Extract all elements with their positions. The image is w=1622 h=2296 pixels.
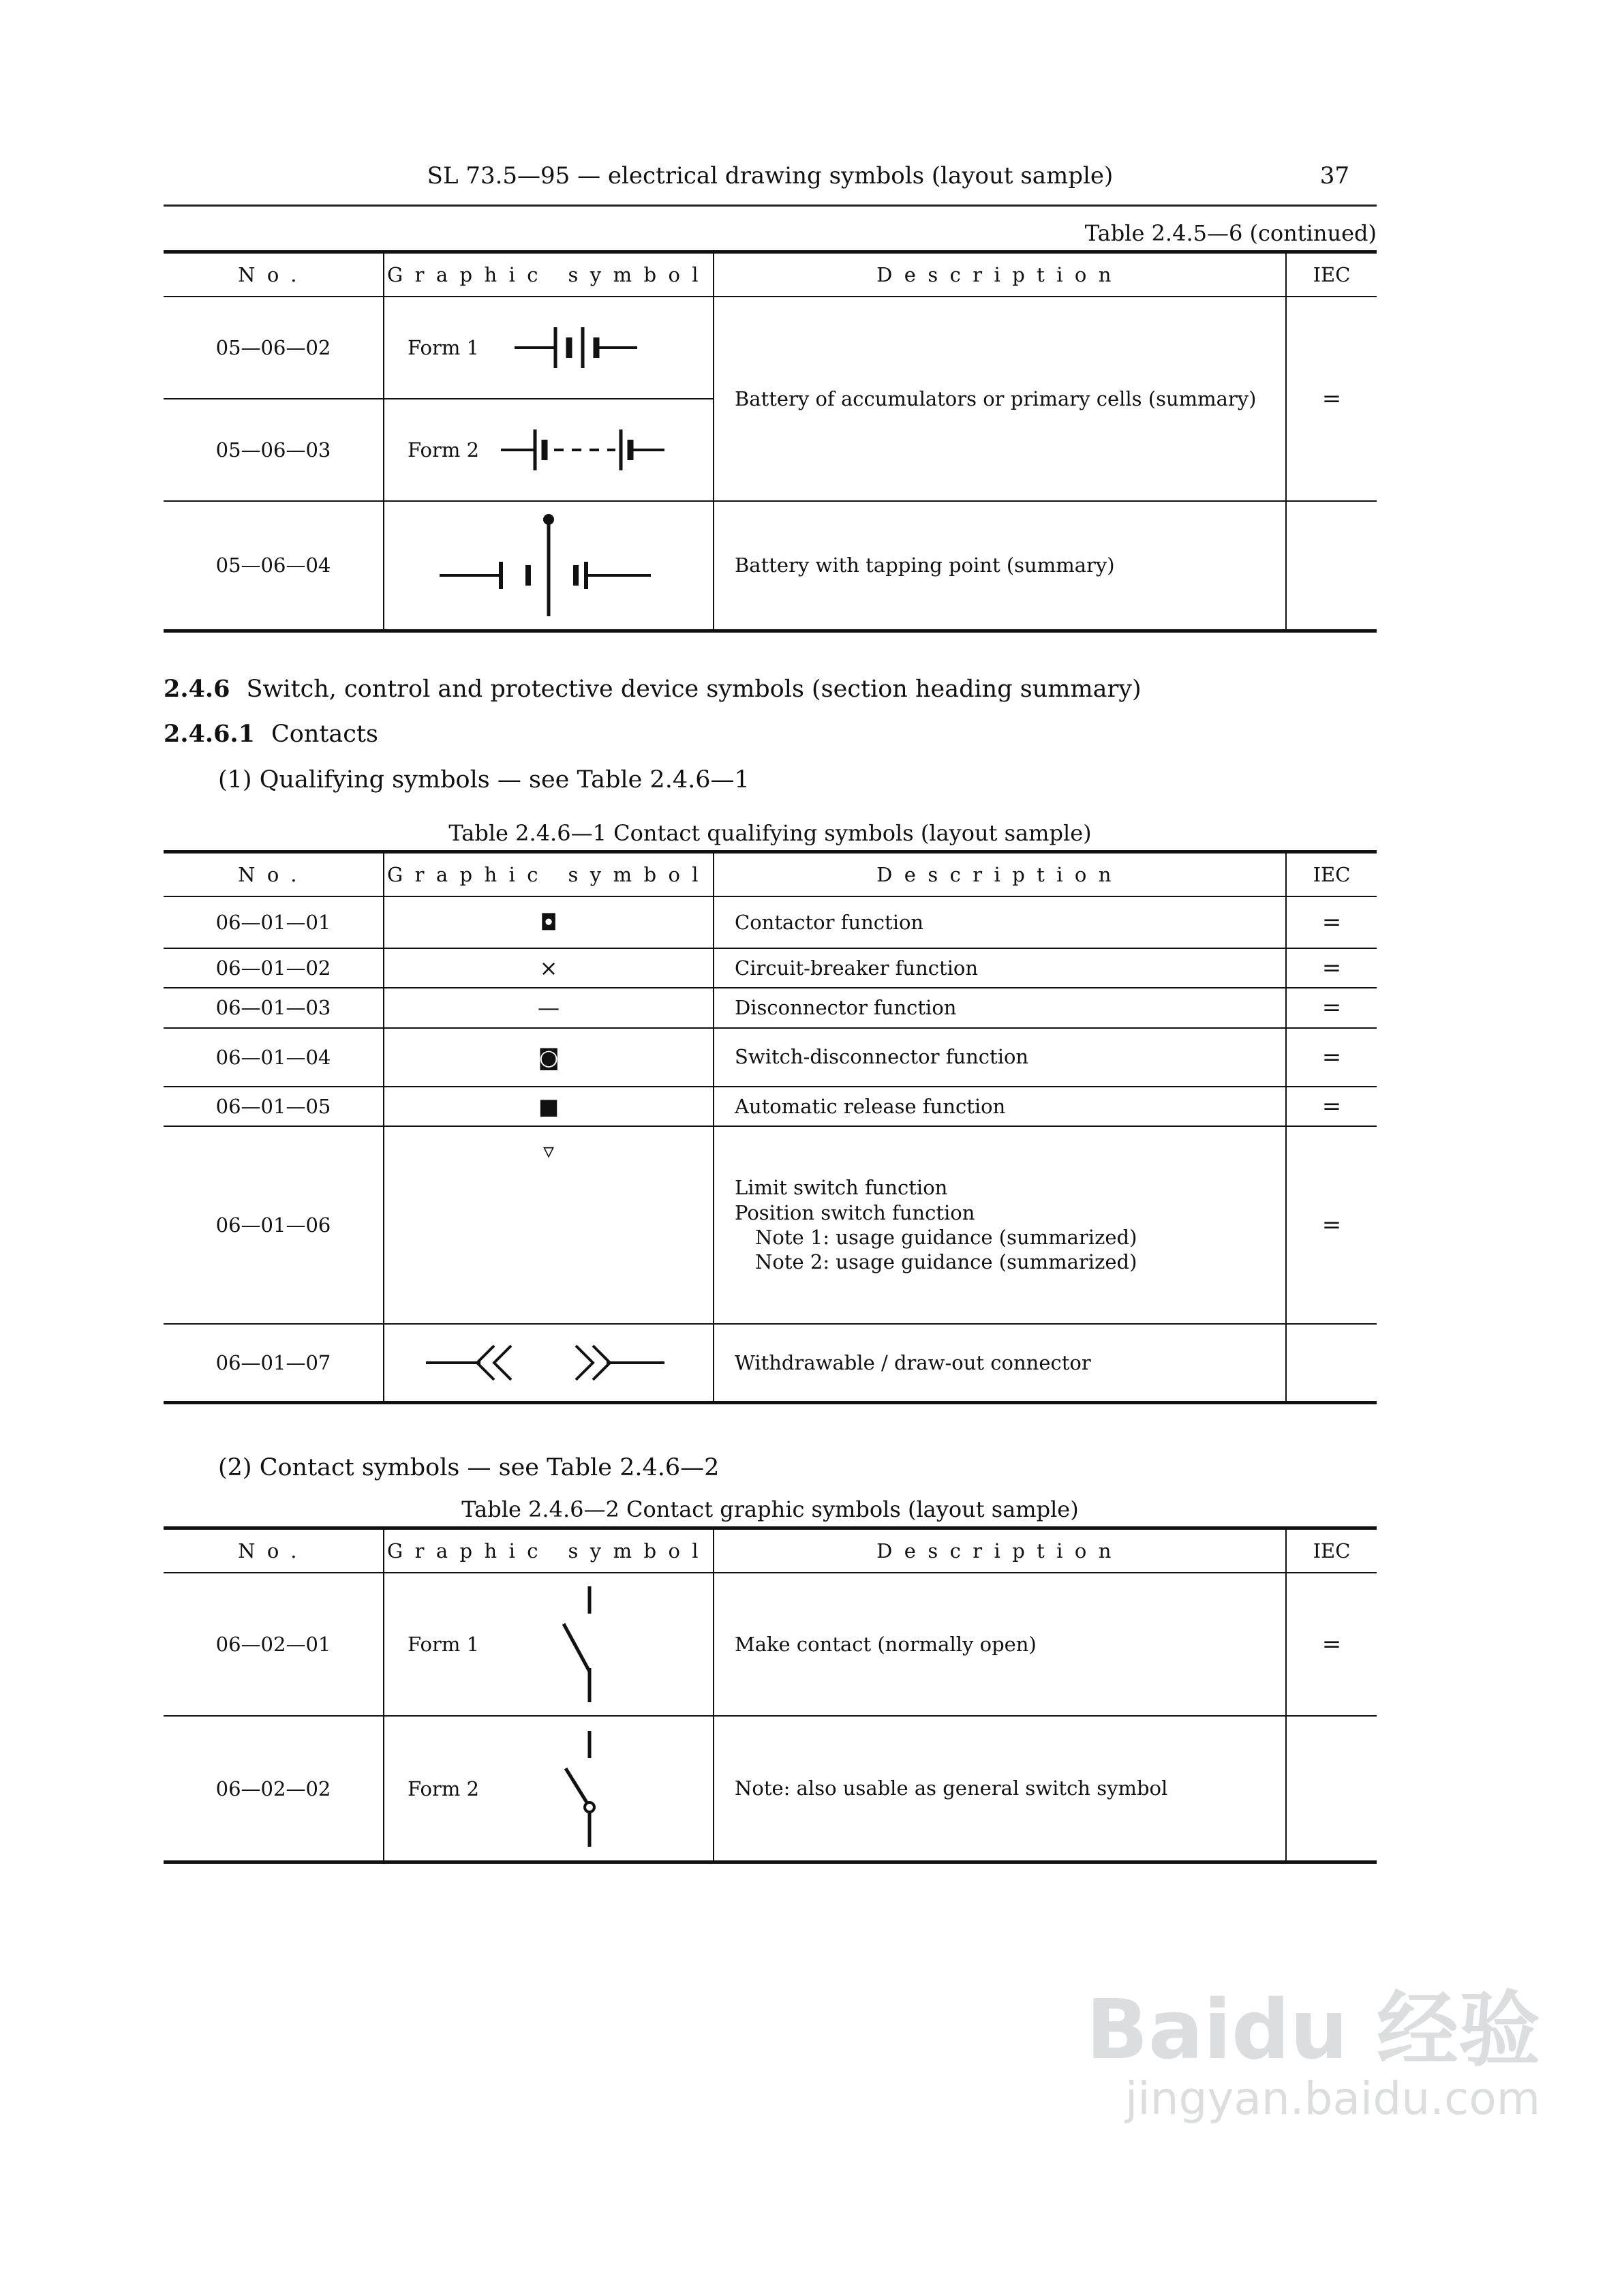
page-number: 37 [1319,162,1349,190]
row-number: 06—01—06 [164,1126,384,1324]
col-header-symbol: Graphic symbol [384,252,714,297]
section-text: Switch, control and protective device symbols (section heading summary) [246,675,1142,703]
make-contact-form2-symbol [555,1727,610,1850]
drawout-connector-symbol [426,1339,671,1387]
row-description: Make contact (normally open) [714,1573,1286,1716]
note-1: Note 1: usage guidance (summarized) [755,1225,1137,1249]
row-description: Disconnector function [714,988,1286,1027]
form-label: Form 2 [408,438,480,462]
subsection-number: 2.4.6.1 [164,720,255,748]
row-number: 06—02—02 [164,1716,384,1862]
table-caption: Table 2.4.6—1 Contact qualifying symbols (layout sample) [448,820,1092,846]
row-number: 06—01—04 [164,1028,384,1087]
table-row [164,896,1377,948]
row-number: 05—06—04 [164,501,384,631]
row-number: 06—01—07 [164,1324,384,1403]
row-number: 05—06—02 [215,336,331,359]
symbol-cell [384,399,714,501]
symbol-cell [384,1573,714,1716]
col-header-no: No. [164,252,384,297]
col-header-symbol: Graphic symbol [384,1528,714,1573]
switch-disconnector-symbol: ◙ [384,1028,714,1087]
paragraph-2: (2) Contact symbols — see Table 2.4.6—2 [218,1454,720,1482]
table-row [164,501,1377,631]
col-header-desc: Description [714,852,1286,897]
watermark-brand: Baidu 经验 [1086,1982,1540,2078]
subsection-heading [164,712,1377,757]
symbol-cell [384,501,714,631]
paragraph-2-block [164,1445,1377,1491]
table-row [164,1324,1377,1403]
qualifying-symbol-table [164,850,1377,1404]
row-number: 06—01—01 [215,911,331,934]
note-2: Note 2: usage guidance (summarized) [755,1250,1137,1273]
row-number: 06—01—02 [164,948,384,988]
col-header-iec: IEC [1286,252,1377,297]
battery-form2-symbol [501,416,664,484]
iec-mark: = [1286,1573,1377,1716]
symbol-cell [384,297,714,399]
desc-line: Limit switch function [735,1176,948,1200]
document-page [164,157,1377,1864]
table-row [164,1573,1377,1716]
row-number: 06—02—01 [215,1632,331,1656]
row-number: 06—01—05 [164,1087,384,1126]
running-header [164,157,1377,207]
section-heading [164,667,1377,712]
limit-switch-symbol: ▿ [384,1126,714,1324]
battery-description [714,297,1286,501]
iec-mark [1286,1324,1377,1403]
desc-line: Position switch function [735,1200,975,1224]
table-row [164,988,1377,1027]
iec-mark: = [1286,1126,1377,1324]
row-number: 05—06—03 [164,399,384,501]
row-description: Note: also usable as general switch symbol [714,1716,1286,1862]
iec-mark [1286,501,1377,631]
breaker-symbol: × [384,948,714,988]
iec-mark: = [1286,988,1377,1027]
row-description: Switch-disconnector function [714,1028,1286,1087]
iec-mark: = [1286,1028,1377,1087]
col-header-no: No. [164,1528,384,1573]
col-header-desc: Description [714,1528,1286,1573]
table-row [164,1716,1377,1862]
row-description: Withdrawable / draw-out connector [714,1324,1286,1403]
col-header-iec: IEC [1286,1528,1377,1573]
battery-tapped-symbol [440,507,658,623]
table-row [164,1126,1377,1324]
table-caption: Table 2.4.6—2 Contact graphic symbols (layout sample) [461,1496,1079,1522]
row-description: Battery with tapping point (summary) [714,501,1286,631]
header-title: SL 73.5—95 — electrical drawing symbols (layout sample) [427,162,1114,190]
auto-release-symbol: ■ [384,1087,714,1126]
section-2-4-6 [164,667,1377,803]
row-description: Contactor function [714,896,1286,948]
row-description [714,1126,1286,1324]
subsection-text: Contacts [271,721,378,748]
row-description: Circuit-breaker function [714,948,1286,988]
iec-mark: = [1286,896,1377,948]
battery-form1-symbol [515,314,651,382]
table-row [164,297,1377,399]
table-continued-label: Table 2.4.5—6 (continued) [1084,220,1377,246]
iec-mark [1286,1716,1377,1862]
symbol-cell [384,1324,714,1403]
battery-symbol-table [164,250,1377,633]
paragraph-1: (1) Qualifying symbols — see Table 2.4.6—1 [218,766,750,794]
form-label: Form 2 [408,1777,480,1800]
table-row [164,948,1377,988]
contactor-symbol: ◘ [384,896,714,948]
section-number: 2.4.6 [164,674,230,703]
form-label: Form 1 [408,1632,480,1656]
col-header-symbol: Graphic symbol [384,852,714,897]
make-contact-symbol [555,1583,610,1706]
watermark [1086,1982,1540,2126]
contact-symbol-table [164,1526,1377,1864]
iec-mark: = [1286,297,1377,501]
col-header-desc: Description [714,252,1286,297]
desc-line: Battery of accumulators or primary cells (summary) [735,387,1257,410]
row-number: 06—01—03 [164,988,384,1027]
iec-mark: = [1286,1087,1377,1126]
row-description: Automatic release function [714,1087,1286,1126]
table-row [164,1028,1377,1087]
watermark-url: jingyan.baidu.com [1124,2072,1540,2125]
iec-mark: = [1286,948,1377,988]
table-row [164,1087,1377,1126]
col-header-iec: IEC [1286,852,1377,897]
symbol-cell [384,1716,714,1862]
form-label: Form 1 [408,336,480,359]
col-header-no: No. [164,852,384,897]
disconnector-symbol: — [384,988,714,1027]
